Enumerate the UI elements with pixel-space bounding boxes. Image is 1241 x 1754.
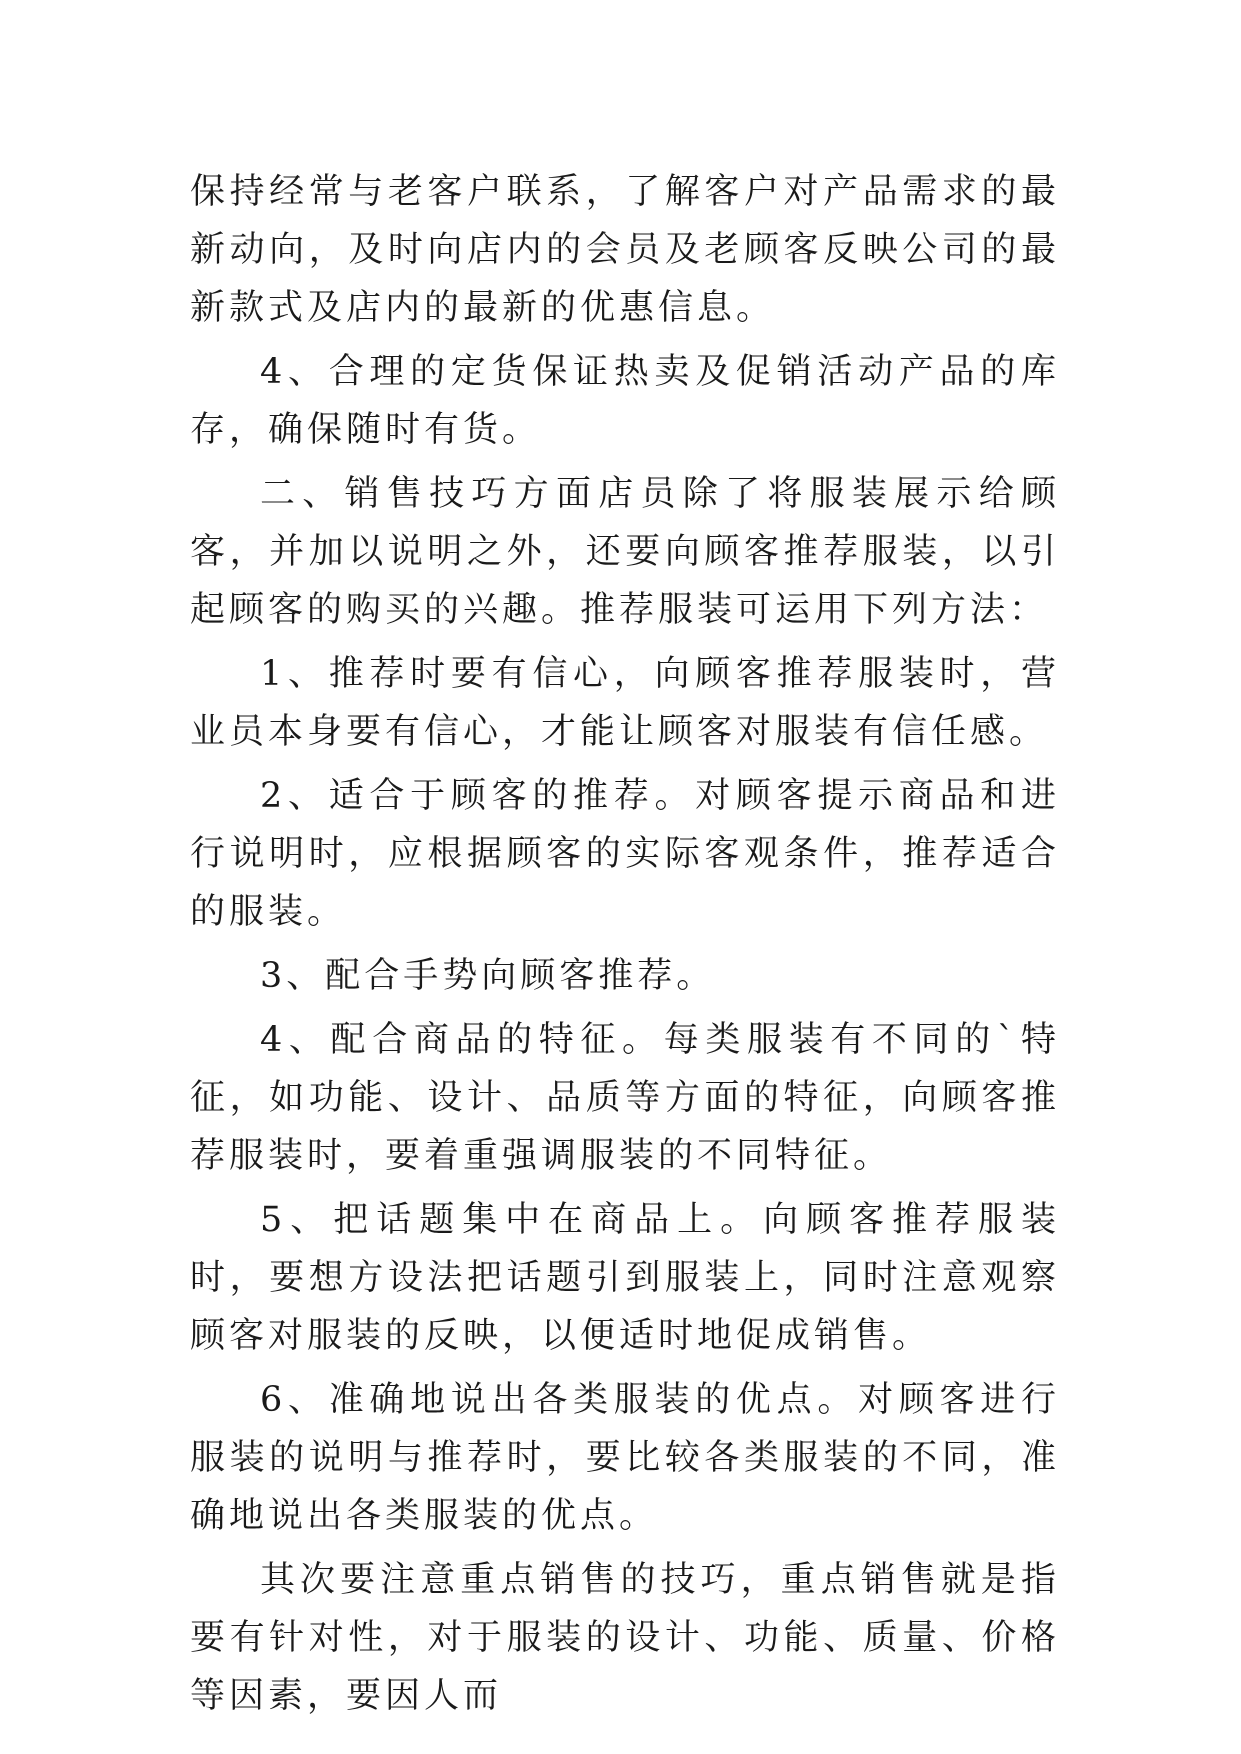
- document-body: [190, 163, 1060, 1731]
- paragraph: 4、合理的定货保证热卖及促销活动产品的库存，确保随时有货。: [190, 352, 1060, 450]
- paragraph: 二、销售技巧方面店员除了将服装展示给顾客，并加以说明之外，还要向顾客推荐服装，以引起顾客的购买的兴趣。推荐服装可运用下列方法：: [190, 474, 1060, 630]
- paragraph: 4、配合商品的特征。每类服装有不同的`特征，如功能、设计、品质等方面的特征，向顾客推荐服装时，要着重强调服装的不同特征。: [190, 1020, 1060, 1176]
- paragraph: 1、推荐时要有信心，向顾客推荐服装时，营业员本身要有信心，才能让顾客对服装有信任感。: [190, 654, 1060, 752]
- paragraph: 保持经常与老客户联系，了解客户对产品需求的最新动向，及时向店内的会员及老顾客反映公司的最新款式及店内的最新的优惠信息。: [190, 172, 1060, 328]
- paragraph: 2、适合于顾客的推荐。对顾客提示商品和进行说明时，应根据顾客的实际客观条件，推荐适合的服装。: [190, 776, 1060, 932]
- paragraph: 3、配合手势向顾客推荐。: [260, 956, 716, 996]
- paragraph: 5、把话题集中在商品上。向顾客推荐服装时，要想方设法把话题引到服装上，同时注意观察顾客对服装的反映，以便适时地促成销售。: [190, 1200, 1060, 1356]
- paragraph: 6、准确地说出各类服装的优点。对顾客进行服装的说明与推荐时，要比较各类服装的不同，准确地说出各类服装的优点。: [190, 1380, 1060, 1536]
- paragraph: 其次要注意重点销售的技巧，重点销售就是指要有针对性，对于服装的设计、功能、质量、价格等因素，要因人而: [190, 1560, 1060, 1716]
